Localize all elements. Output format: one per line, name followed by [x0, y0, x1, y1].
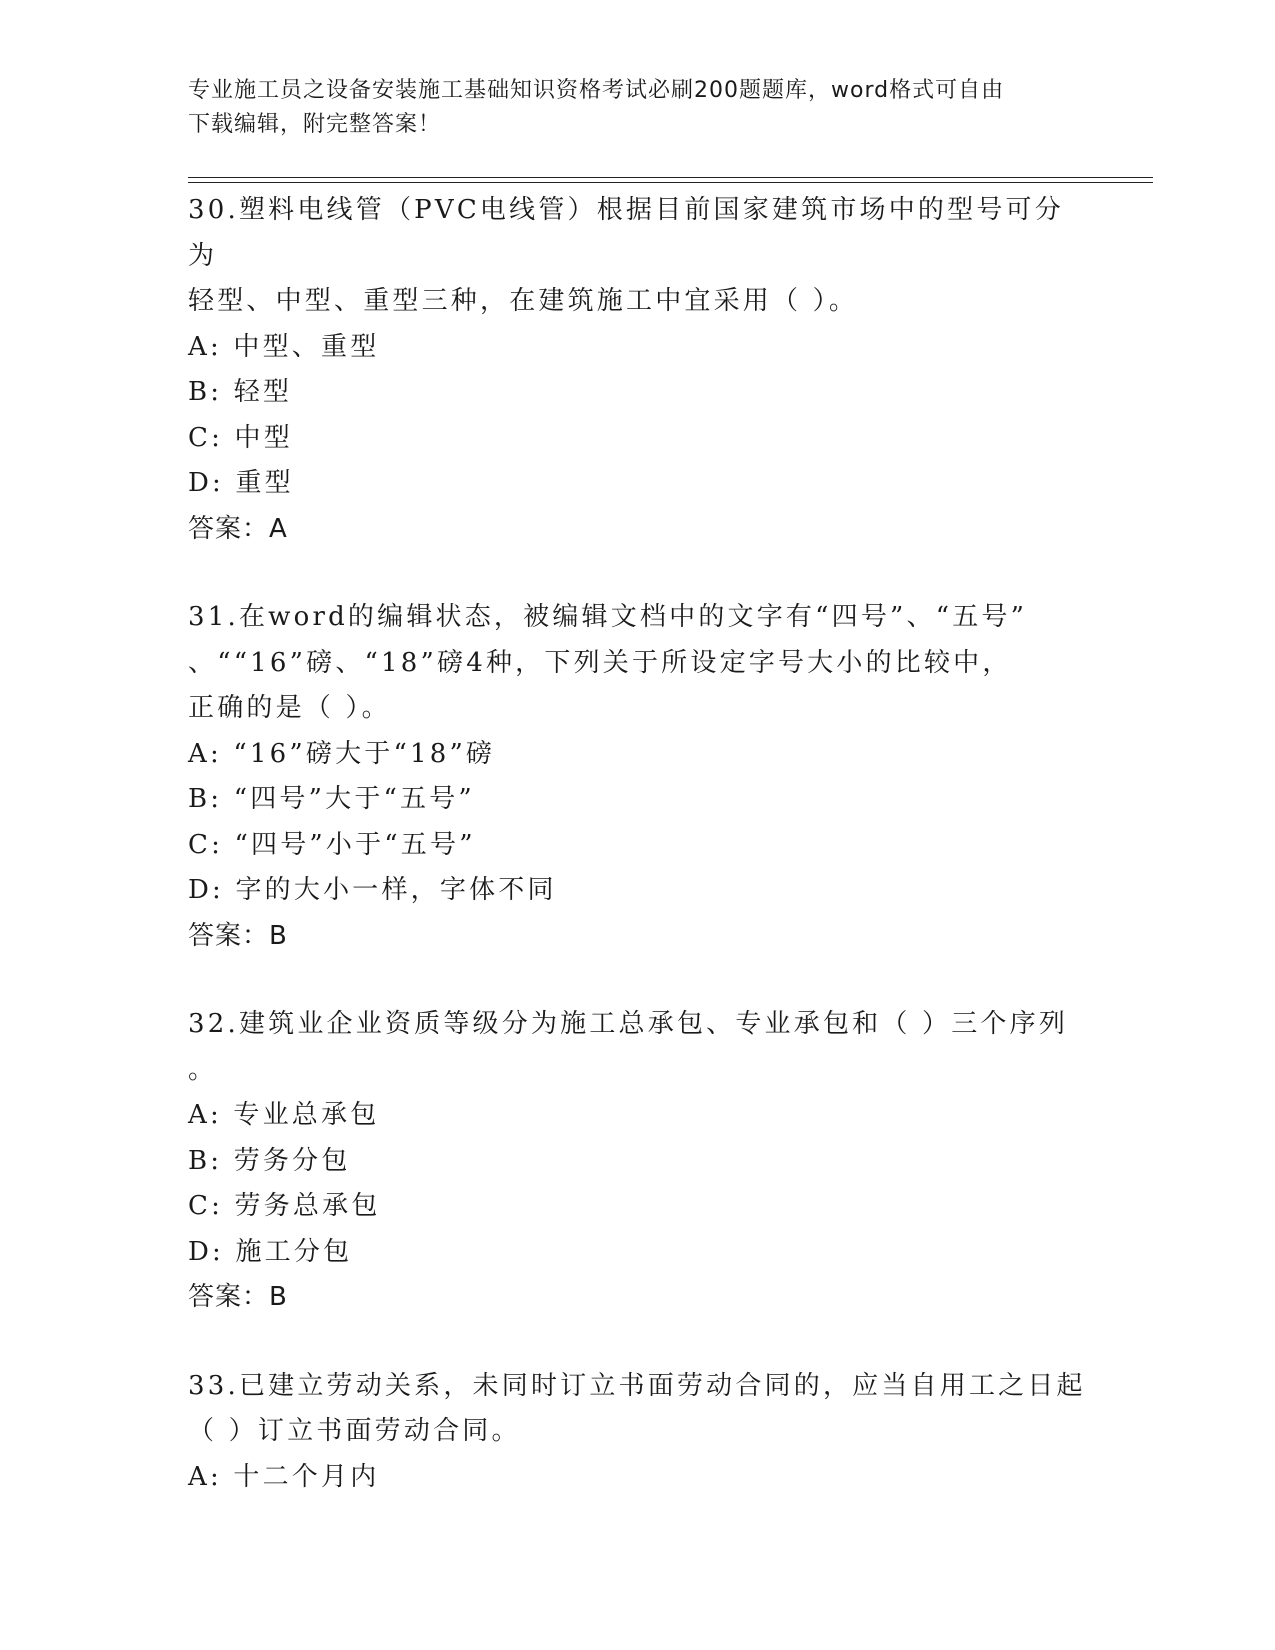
question-32: [188, 1002, 1088, 1321]
header-divider-bottom: [188, 182, 1153, 183]
option-a: A: 中型、重型: [188, 331, 380, 362]
header-line-2: 下载编辑，附完整答案！: [188, 112, 442, 137]
question-stem-line: 正确的是（ ）。: [188, 693, 391, 723]
option-c: C: “四号”小于“五号”: [188, 829, 476, 860]
option-a: A: 专业总承包: [188, 1100, 380, 1130]
spacer: [188, 1321, 1088, 1364]
question-stem-line: 、““16”磅、“18”磅4种，下列关于所设定字号大小的比较中，: [188, 647, 1012, 678]
answer-line: 答案：B: [188, 1282, 288, 1312]
question-list: [188, 188, 1088, 1500]
option-c: C: 中型: [188, 422, 293, 453]
answer-line: 答案：B: [188, 920, 288, 951]
question-stem-line: 33.已建立劳动关系，未同时订立书面劳动合同的，应当自用工之日起: [188, 1370, 1086, 1401]
document-header: [188, 74, 1088, 142]
question-33: [188, 1364, 1088, 1501]
question-stem-line: 。: [188, 1054, 218, 1085]
header-line-1: 专业施工员之设备安装施工基础知识资格考试必刷200题题库，word格式可自由: [188, 78, 1005, 103]
question-31: [188, 595, 1088, 959]
option-b: B: 轻型: [188, 377, 293, 407]
option-a: A: 十二个月内: [188, 1461, 380, 1492]
option-d: D: 字的大小一样，字体不同: [188, 875, 557, 905]
question-30: [188, 188, 1088, 552]
option-d: D: 重型: [188, 468, 294, 498]
question-stem-line: 30.塑料电线管（PVC电线管）根据目前国家建筑市场中的型号可分为: [188, 195, 1064, 271]
spacer: [188, 959, 1088, 1002]
question-stem-line: 32.建筑业企业资质等级分为施工总承包、专业承包和（ ）三个序列: [188, 1009, 1069, 1039]
option-a: A: “16”磅大于“18”磅: [188, 738, 496, 769]
question-stem-line: 轻型、中型、重型三种，在建筑施工中宜采用（ ）。: [188, 286, 859, 316]
option-b: B: 劳务分包: [188, 1145, 351, 1176]
spacer: [188, 552, 1088, 595]
answer-line: 答案：A: [188, 513, 288, 544]
header-divider-top: [188, 177, 1153, 178]
option-d: D: 施工分包: [188, 1236, 353, 1267]
option-c: C: 劳务总承包: [188, 1191, 381, 1221]
question-stem-line: 31.在word的编辑状态，被编辑文档中的文字有“四号”、“五号”: [188, 602, 1028, 632]
option-b: B: “四号”大于“五号”: [188, 784, 475, 814]
question-stem-line: （ ）订立书面劳动合同。: [188, 1416, 521, 1446]
